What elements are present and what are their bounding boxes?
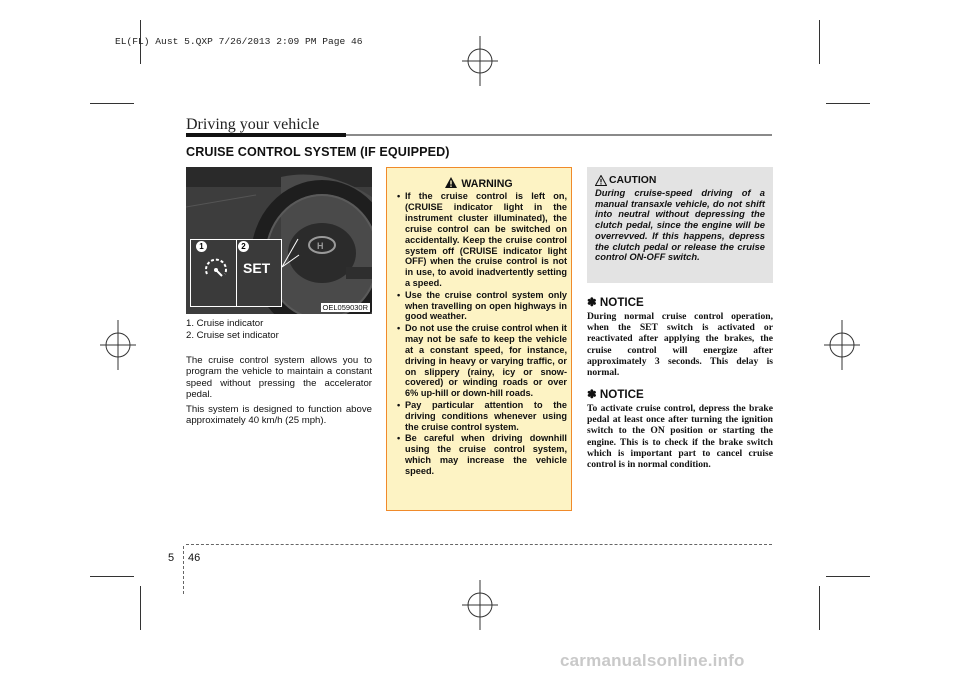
warning-item: • Use the cruise control system only when travelling on open highways in good weather. [397,290,567,323]
caution-text: During cruise-speed driving of a manual transaxle vehicle, do not shift into neutral without depressing the clutch pedal, since the engine will be overrevved. If this happens, depress the clutch pedal or release the cruise control ON-OFF switch. [595,187,765,263]
notice-text: During normal cruise control operation, when the SET switch is activated or reactivated after applying the brakes, the cruise control will energize after approximately 3 seconds. This delay is normal. [587,311,773,379]
marker-1: 1 [196,241,207,252]
warning-triangle-icon [445,177,457,188]
warning-heading [387,177,571,190]
dashboard-photo [186,167,372,314]
notice-heading: ✽ NOTICE [587,296,644,309]
section-title: Driving your vehicle [186,116,320,133]
chapter-number: 5 [168,552,175,564]
registration-mark-bottom [460,580,500,630]
caution-triangle-icon [595,175,607,186]
figure-code: OEL059030R [322,303,368,312]
set-indicator-label: SET [243,260,271,276]
caption-list [186,318,372,343]
caution-title: CAUTION [609,175,657,186]
footer-divider [183,546,185,594]
warning-item: • If the cruise control is left on, (CRUISE indicator light in the instrument cluster illuminated), the cruise control can be switched on accidentally. Keep the cruise control system off (CRUISE indicator light OFF) when the cruise control is not in use, to avoid inadvertently setting a speed. [397,191,567,289]
header-rule-accent [186,133,346,137]
watermark: carmanualsonline.info [560,651,745,670]
cruise-indicator-icon [203,256,229,282]
warning-item: • Pay particular attention to the driving conditions whenever using the cruise control system. [397,400,567,433]
notice-heading: ✽ NOTICE [587,388,644,401]
body-paragraph: This system is designed to function above approximately 40 km/h (25 mph). [186,404,372,427]
page-number: 46 [188,552,201,564]
notice-text: To activate cruise control, depress the brake pedal at least once after turning the ignition switch to the ON position or starting the engine. This is to check if the brake switch which is important part to cancel cruise control is in normal condition. [587,403,773,471]
warning-item: • Do not use the cruise control when it may not be safe to keep the vehicle at a constant speed, for instance, driving in heavy or varying traffic, or on slippery (rainy, icy or snow-covered) or winding roads or over 6% up-hill or down-hill roads. [397,323,567,399]
registration-mark-left [98,320,138,370]
warning-title: WARNING [461,178,513,190]
warning-list [397,191,567,477]
caption-item: 2. Cruise set indicator [186,330,279,342]
caution-box [587,167,773,283]
registration-mark-right [822,320,862,370]
print-meta: EL(FL) Aust 5.QXP 7/26/2013 2:09 PM Page 46 [115,36,363,47]
marker-2: 2 [238,241,249,252]
main-heading: CRUISE CONTROL SYSTEM (IF EQUIPPED) [186,145,450,159]
footer-rule [186,544,772,545]
body-paragraph: The cruise control system allows you to program the vehicle to maintain a constant speed without pressing the accelerator pedal. [186,355,372,401]
warning-box [386,167,572,511]
svg-text:H: H [317,241,324,251]
warning-item: • Be careful when driving downhill using the cruise control system, which may increase the vehicle speed. [397,433,567,477]
caption-item: 1. Cruise indicator [186,318,264,329]
registration-mark-top [460,36,500,86]
